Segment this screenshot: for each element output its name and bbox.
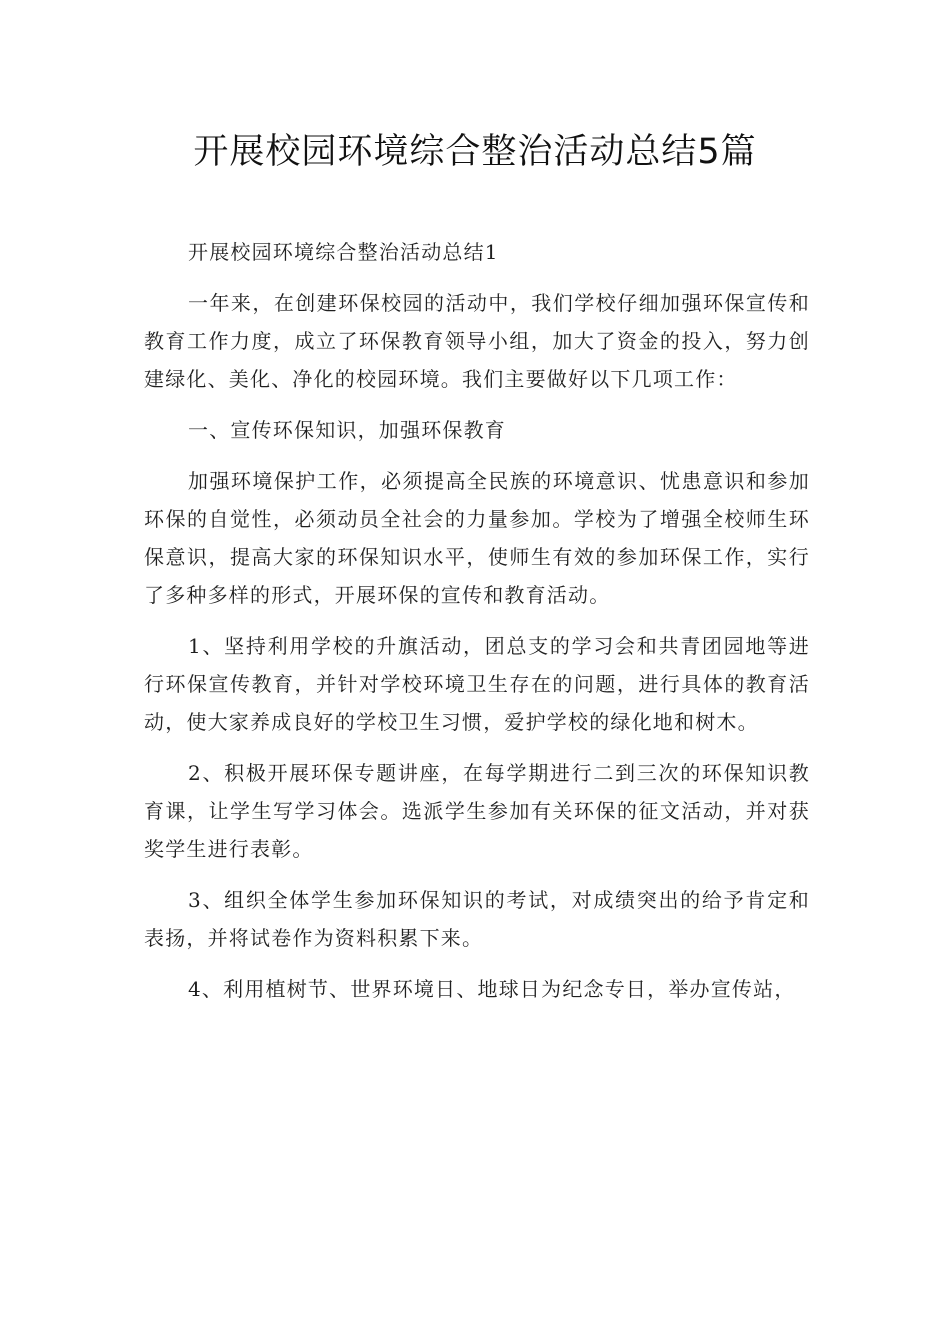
list-item-1: 1、坚持利用学校的升旗活动，团总支的学习会和共青团园地等进行环保宣传教育，并针对学校环境卫生存在的问题，进行具体的教育活动，使大家养成良好的学校卫生习惯，爱护学校的绿化地和树木。 (144, 634, 810, 734)
list-item-2: 2、积极开展环保专题讲座，在每学期进行二到三次的环保知识教育课，让学生写学习体会。选派学生参加有关环保的征文活动，并对获奖学生进行表彰。 (144, 761, 810, 861)
list-item-3: 3、组织全体学生参加环保知识的考试，对成绩突出的给予肯定和表扬，并将试卷作为资料积累下来。 (144, 888, 810, 950)
document-title: 开展校园环境综合整治活动总结5篇 (193, 132, 757, 172)
list-item-4: 4、利用植树节、世界环境日、地球日为纪念专日，举办宣传站， (188, 977, 796, 1001)
section-heading: 开展校园环境综合整治活动总结1 (188, 240, 499, 264)
subsection-heading: 一、宣传环保知识，加强环保教育 (188, 418, 506, 442)
paragraph-intro: 一年来，在创建环保校园的活动中，我们学校仔细加强环保宣传和教育工作力度，成立了环保教育领导小组，加大了资金的投入，努力创建绿化、美化、净化的校园环境。我们主要做好以下几项工作： (144, 291, 810, 391)
document-body (144, 233, 810, 1021)
paragraph-environment-awareness: 加强环境保护工作，必须提高全民族的环境意识、忧患意识和参加环保的自觉性，必须动员全社会的力量参加。学校为了增强全校师生环保意识，提高大家的环保知识水平，使师生有效的参加环保工作，实行了多种多样的形式，开展环保的宣传和教育活动。 (144, 469, 810, 607)
